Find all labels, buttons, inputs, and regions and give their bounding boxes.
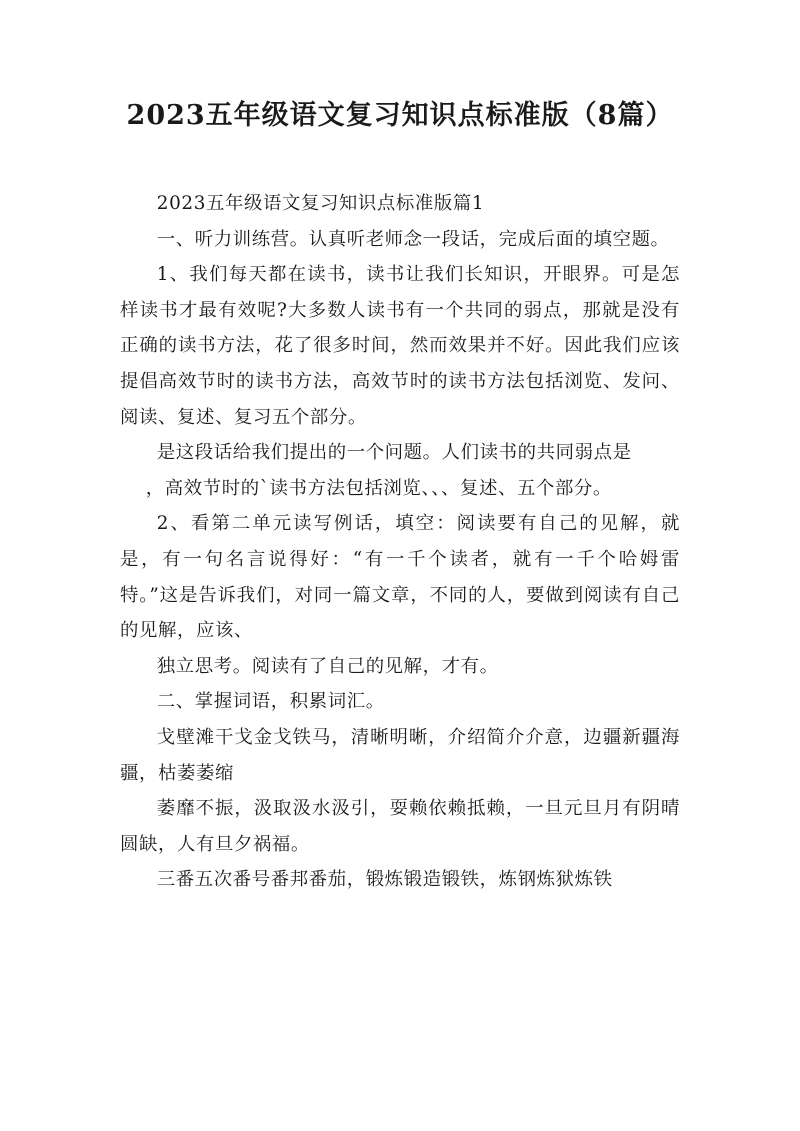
paragraph: 戈壁滩干戈金戈铁马，清晰明晰，介绍简介介意，边疆新疆海疆，枯萎萎缩 <box>120 726 680 784</box>
document-body <box>120 186 680 898</box>
paragraph: 2、看第二单元读写例话，填空：阅读要有自己的见解，就是，有一句名言说得好：“有一千个读者，就有一千个哈姆雷特。”这是告诉我们，对同一篇文章，不同的人，要做到阅读有自己的见解，应该、 <box>120 513 680 642</box>
paragraph: 萎靡不振，汲取汲水汲引，耍赖依赖抵赖，一旦元旦月有阴晴圆缺，人有旦夕祸福。 <box>120 798 680 855</box>
paragraph: 三番五次番号番邦番茄，锻炼锻造锻铁，炼钢炼狱炼铁 <box>156 869 613 891</box>
document-title: 2023五年级语文复习知识点标准版（8篇） <box>126 100 674 131</box>
paragraph: 独立思考。阅读有了自己的见解，才有。 <box>156 655 499 677</box>
section-heading: 2023五年级语文复习知识点标准版篇1 <box>156 193 485 214</box>
paragraph: 一、听力训练营。认真听老师念一段话，完成后面的填空题。 <box>156 228 670 250</box>
paragraph: ，高效节时的`读书方法包括浏览、、、复述、五个部分。 <box>145 477 612 499</box>
paragraph: 二、掌握词语，积累词汇。 <box>156 691 385 713</box>
paragraph: 1、我们每天都在读书，读书让我们长知识，开眼界。可是怎样读书才最有效呢?大多数人读书有一个共同的弱点，那就是没有正确的读书方法，花了很多时间，然而效果并不好。因此我们应该提倡高效节时的读书方法，高效节时的读书方法包括浏览、发问、阅读、复述、复习五个部分。 <box>120 264 680 428</box>
paragraph: 是这段话给我们提出的一个问题。人们读书的共同弱点是 <box>156 442 632 464</box>
